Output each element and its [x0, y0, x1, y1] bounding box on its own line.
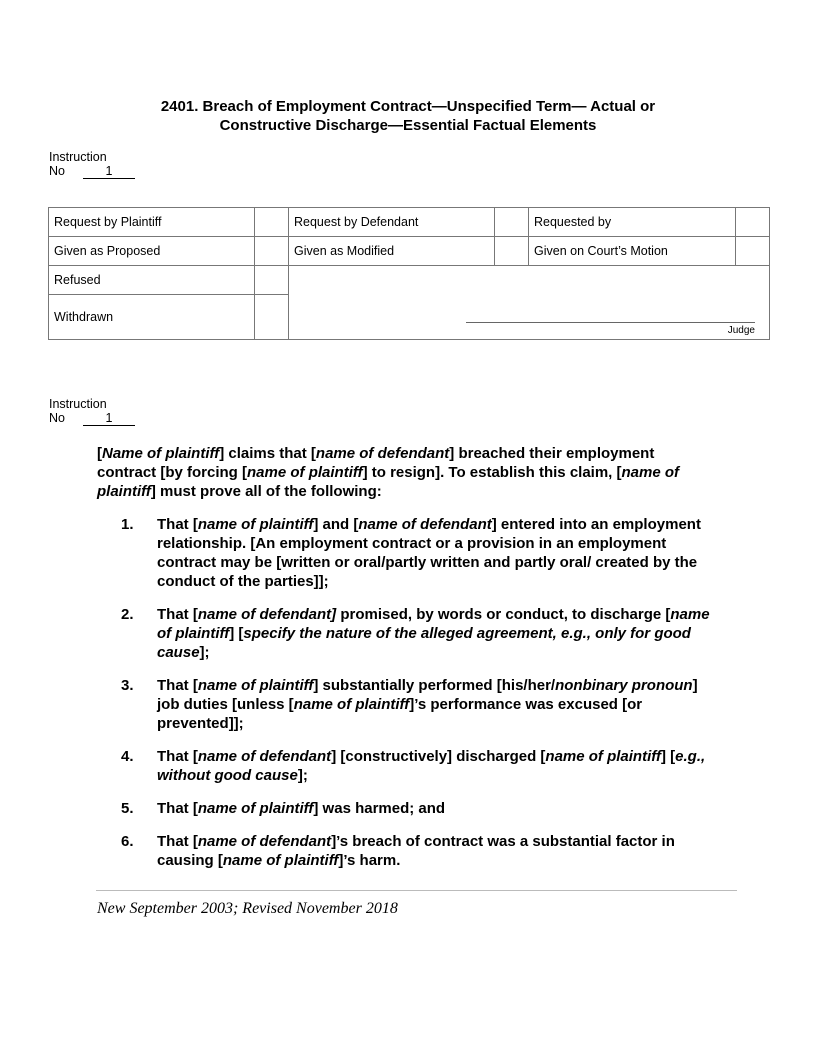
judge-signature-line[interactable] — [466, 322, 755, 323]
footer-divider — [96, 890, 737, 891]
instruction-body — [97, 444, 717, 884]
given-as-modified-label: Given as Modified — [289, 237, 495, 266]
list-item: 6. That [name of defendant]’s breach of contract was a substantial factor in causing [name of plaintiff]’s harm. — [121, 833, 675, 869]
withdrawn-checkbox[interactable] — [255, 295, 289, 340]
given-as-proposed-label: Given as Proposed — [49, 237, 255, 266]
instruction-number: 1 — [83, 412, 135, 426]
instruction-number: 1 — [83, 165, 135, 179]
given-on-court-motion-checkbox[interactable] — [736, 237, 770, 266]
list-item: 1. That [name of plaintiff] and [name of defendant] entered into an employment relationship. [An employment contract or a provision in an employment contract may be [written or oral/partly written and partly oral/ created by the conduct of the parties]]; — [121, 516, 701, 590]
instruction-number-top — [49, 150, 135, 179]
requested-by-checkbox[interactable] — [736, 208, 770, 237]
request-by-plaintiff-checkbox[interactable] — [255, 208, 289, 237]
instruction-number-bottom — [49, 397, 135, 426]
request-by-defendant-checkbox[interactable] — [495, 208, 529, 237]
refused-checkbox[interactable] — [255, 266, 289, 295]
given-as-proposed-checkbox[interactable] — [255, 237, 289, 266]
list-item: 3. That [name of plaintiff] substantially performed [his/her/nonbinary pronoun] job duties [unless [name of plaintiff]’s performance was excused [or prevented]]; — [121, 677, 698, 732]
given-as-modified-checkbox[interactable] — [495, 237, 529, 266]
list-item: 4. That [name of defendant] [constructively] discharged [name of plaintiff] [e.g., without good cause]; — [121, 748, 706, 784]
title-line-1: 2401. Breach of Employment Contract—Unspecified Term— Actual or — [160, 98, 656, 115]
judge-signature-area — [289, 266, 770, 340]
title-line-2: Constructive Discharge—Essential Factual Elements — [219, 117, 597, 134]
refused-label: Refused — [49, 266, 255, 295]
request-by-defendant-label: Request by Defendant — [289, 208, 495, 237]
list-item: 2. That [name of defendant] promised, by words or conduct, to discharge [name of plaintiff] [specify the nature of the alleged agreement, e.g., only for good cause]; — [121, 606, 710, 661]
judge-label: Judge — [727, 325, 755, 336]
intro-paragraph: [Name of plaintiff] claims that [name of defendant] breached their employment contract [by forcing [name of plaintiff] to resign]. To establish this claim, [name of plaintiff] must prove all of the following: — [97, 445, 680, 500]
instruction-title — [0, 97, 816, 135]
request-by-plaintiff-label: Request by Plaintiff — [49, 208, 255, 237]
requested-by-label: Requested by — [529, 208, 736, 237]
instruction-label: Instruction — [49, 150, 107, 164]
instruction-label: Instruction — [49, 397, 107, 411]
given-on-court-motion-label: Given on Court’s Motion — [529, 237, 736, 266]
no-label: No — [49, 411, 65, 425]
revision-history: New September 2003; Revised November 2018 — [97, 900, 398, 917]
no-label: No — [49, 164, 65, 178]
withdrawn-label: Withdrawn — [49, 295, 255, 340]
elements-list — [97, 515, 717, 870]
request-table — [48, 207, 770, 340]
list-item: 5. That [name of plaintiff] was harmed; and — [121, 800, 446, 817]
